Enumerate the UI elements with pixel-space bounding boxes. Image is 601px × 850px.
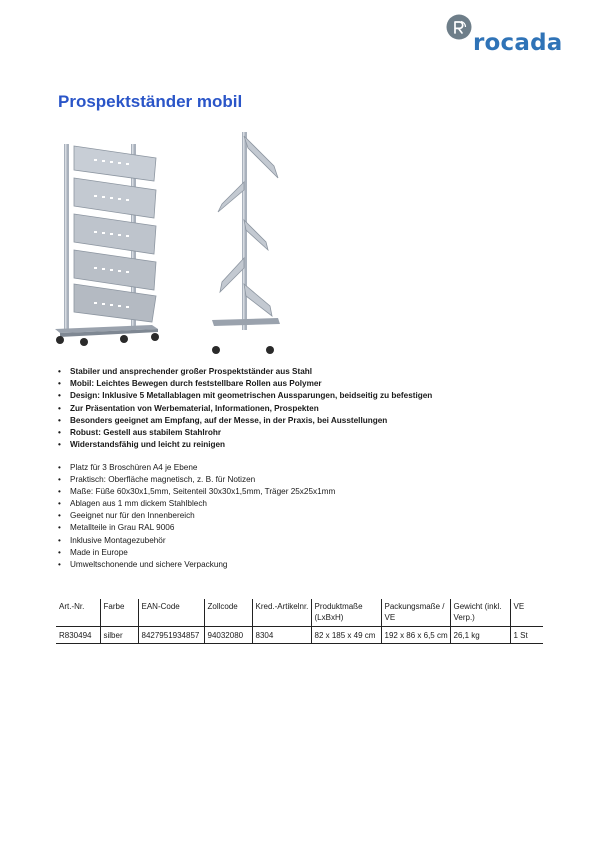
bullet-icon: • bbox=[58, 475, 61, 485]
col-header-gewicht: Gewicht (inkl. Verp.) bbox=[450, 599, 510, 627]
col-header-ean-code: EAN-Code bbox=[138, 599, 204, 627]
cell-farbe: silber bbox=[100, 627, 138, 644]
shelf-2 bbox=[74, 178, 156, 218]
bullet-icon: • bbox=[58, 428, 61, 438]
side-wheels bbox=[212, 346, 274, 354]
bullet-icon: • bbox=[58, 511, 61, 521]
product-image-front bbox=[52, 126, 172, 358]
list-item: • Widerstandsfähig und leicht zu reinigen bbox=[58, 439, 432, 451]
list-item: • Zur Präsentation von Werbematerial, Informationen, Prospekten bbox=[58, 403, 432, 415]
list-item: • Platz für 3 Broschüren A4 je Ebene bbox=[58, 462, 335, 474]
shelf-3 bbox=[74, 214, 156, 254]
brand-name: rocada bbox=[473, 30, 563, 56]
col-header-produktmasse: Produktmaße (LxBxH) bbox=[311, 599, 381, 627]
bullet-icon: • bbox=[58, 403, 61, 413]
bullet-icon: • bbox=[58, 535, 61, 545]
cell-art-nr: R830494 bbox=[56, 627, 100, 644]
cell-packungsmasse: 192 x 86 x 6,5 cm bbox=[381, 627, 450, 644]
col-header-kred-artikelnr: Kred.-Artikelnr. bbox=[252, 599, 311, 627]
bullet-icon: • bbox=[58, 391, 61, 401]
bullet-icon: • bbox=[58, 559, 61, 569]
shelf-4 bbox=[74, 250, 156, 290]
rocada-logo-mark-icon bbox=[446, 14, 472, 40]
table-header-row bbox=[56, 599, 543, 627]
side-shelves bbox=[218, 136, 278, 316]
shelf-5 bbox=[74, 284, 156, 322]
list-item: • Maße: Füße 60x30x1,5mm, Seitenteil 30x30x1,5mm, Träger 25x25x1mm bbox=[58, 486, 335, 498]
list-item: • Robust: Gestell aus stabilem Stahlrohr bbox=[58, 427, 432, 439]
cell-kred-artikelnr: 8304 bbox=[252, 627, 311, 644]
list-item: • Besonders geeignet am Empfang, auf der Messe, in der Praxis, bei Ausstellungen bbox=[58, 415, 432, 427]
list-item: • Stabiler und ansprechender großer Prospektständer aus Stahl bbox=[58, 366, 432, 378]
list-item: • Inklusive Montagezubehör bbox=[58, 535, 335, 547]
list-item: • Umweltschonende und sichere Verpackung bbox=[58, 559, 335, 571]
bullet-icon: • bbox=[58, 415, 61, 425]
bullet-icon: • bbox=[58, 367, 61, 376]
list-item: • Design: Inklusive 5 Metallablagen mit geometrischen Aussparungen, beidseitig zu befestigen bbox=[58, 390, 432, 402]
col-header-packungsmasse: Packungsmaße / VE bbox=[381, 599, 450, 627]
list-item: • Geeignet nur für den Innenbereich bbox=[58, 510, 335, 522]
bullet-icon: • bbox=[58, 379, 61, 389]
cell-ean-code: 8427951934857 bbox=[138, 627, 204, 644]
list-item: • Made in Europe bbox=[58, 547, 335, 559]
feature-list-highlights bbox=[58, 366, 432, 451]
col-header-ve: VE bbox=[510, 599, 543, 627]
table-row bbox=[56, 627, 543, 644]
list-item: • Ablagen aus 1 mm dickem Stahlblech bbox=[58, 498, 335, 510]
page-title: Prospektständer mobil bbox=[58, 92, 243, 111]
bullet-icon: • bbox=[58, 499, 61, 509]
cell-gewicht: 26,1 kg bbox=[450, 627, 510, 644]
side-foot bbox=[212, 318, 280, 326]
col-header-farbe: Farbe bbox=[100, 599, 138, 627]
feature-list-details bbox=[58, 462, 335, 571]
bullet-icon: • bbox=[58, 487, 61, 497]
cell-ve: 1 St bbox=[510, 627, 543, 644]
spec-table bbox=[56, 599, 543, 644]
cell-zollcode: 94032080 bbox=[204, 627, 252, 644]
product-image-side bbox=[208, 126, 284, 358]
list-item: • Metallteile in Grau RAL 9006 bbox=[58, 522, 335, 534]
list-item: • Praktisch: Oberfläche magnetisch, z. B. für Notizen bbox=[58, 474, 335, 486]
shelf-1 bbox=[74, 146, 156, 181]
cell-produktmasse: 82 x 185 x 49 cm bbox=[311, 627, 381, 644]
list-item: • Mobil: Leichtes Bewegen durch feststellbare Rollen aus Polymer bbox=[58, 378, 432, 390]
bullet-icon: • bbox=[58, 547, 61, 557]
bullet-icon: • bbox=[58, 523, 61, 533]
bullet-icon: • bbox=[58, 440, 61, 450]
col-header-art-nr: Art.-Nr. bbox=[56, 599, 100, 627]
rocada-logo bbox=[446, 12, 576, 62]
col-header-zollcode: Zollcode bbox=[204, 599, 252, 627]
bullet-icon: • bbox=[58, 463, 61, 472]
